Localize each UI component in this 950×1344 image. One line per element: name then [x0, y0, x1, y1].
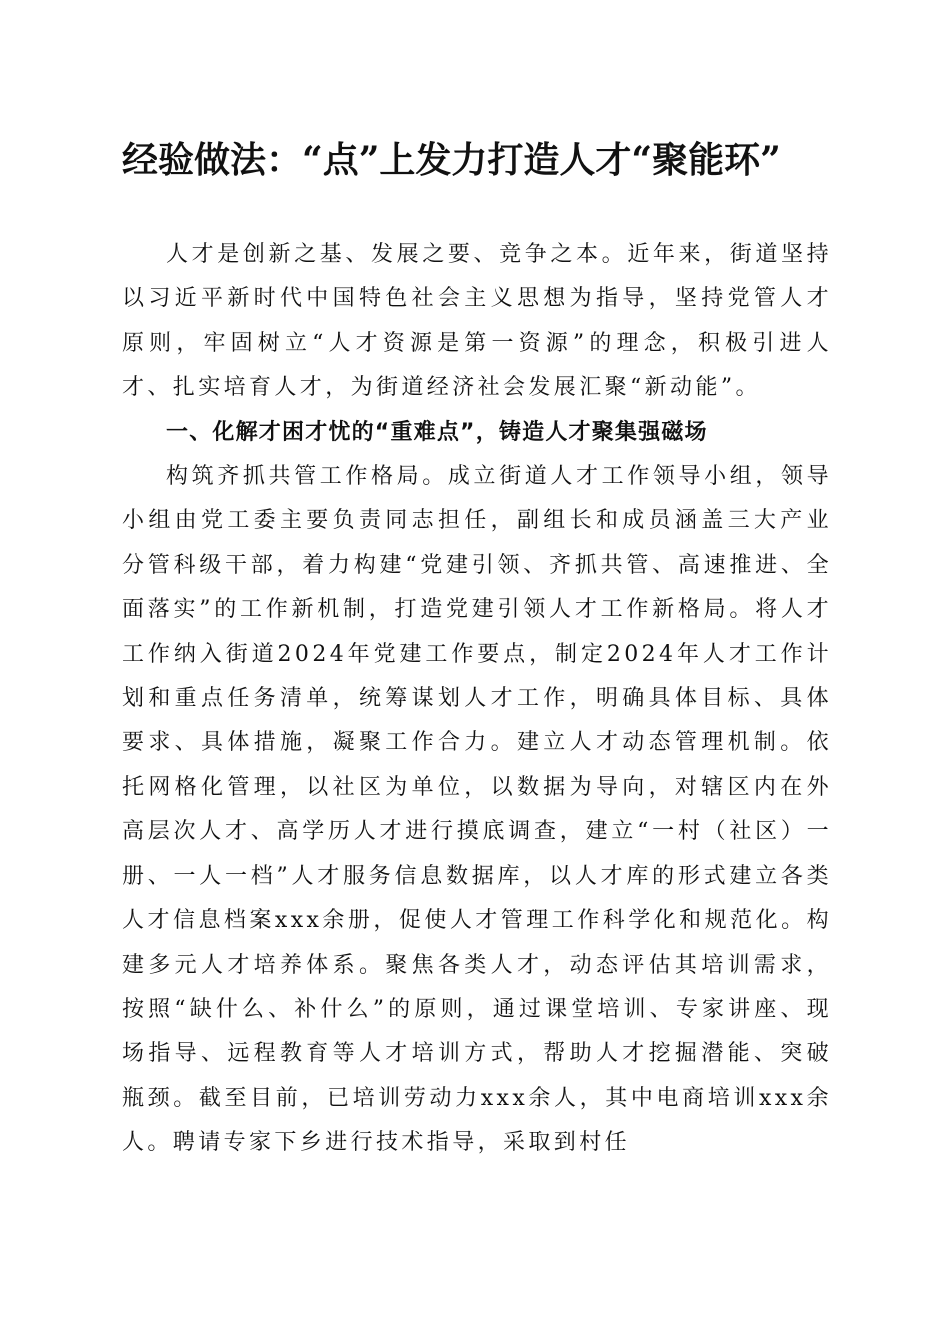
document-body — [122, 233, 832, 1166]
document-title: 经验做法：“点”上发力打造人才“聚能环” — [122, 139, 781, 181]
section-heading: 一、化解才困才忧的“重难点”，铸造人才聚集强磁场 — [166, 419, 708, 445]
section-paragraph: 构筑齐抓共管工作格局。成立街道人才工作领导小组，领导小组由党工委主要负责同志担任，副组长和成员涵盖三大产业分管科级干部，着力构建“党建引领、齐抓共管、高速推进、全面落实”的工作新机制，打造党建引领人才工作新格局。将人才工作纳入街道2024年党建工作要点，制定2024年人才工作计划和重点任务清单，统筹谋划人才工作，明确具体目标、具体要求、具体措施，凝聚工作合力。建立人才动态管理机制。依托网格化管理，以社区为单位，以数据为导向，对辖区内在外高层次人才、高学历人才进行摸底调查，建立“一村（社区）一册、一人一档”人才服务信息数据库，以人才库的形式建立各类人才信息档案xxx余册，促使人才管理工作科学化和规范化。构建多元人才培养体系。聚焦各类人才，动态评估其培训需求，按照“缺什么、补什么”的原则，通过课堂培训、专家讲座、现场指导、远程教育等人才培训方式，帮助人才挖掘潜能、突破瓶颈。截至目前，已培训劳动力xxx余人，其中电商培训xxx余人。聘请专家下乡进行技术指导，采取到村任 — [122, 464, 832, 1156]
intro-paragraph: 人才是创新之基、发展之要、竞争之本。近年来，街道坚持以习近平新时代中国特色社会主义思想为指导，坚持党管人才原则，牢固树立“人才资源是第一资源”的理念，积极引进人才、扎实培育人才，为街道经济社会发展汇聚“新动能”。 — [122, 242, 832, 401]
